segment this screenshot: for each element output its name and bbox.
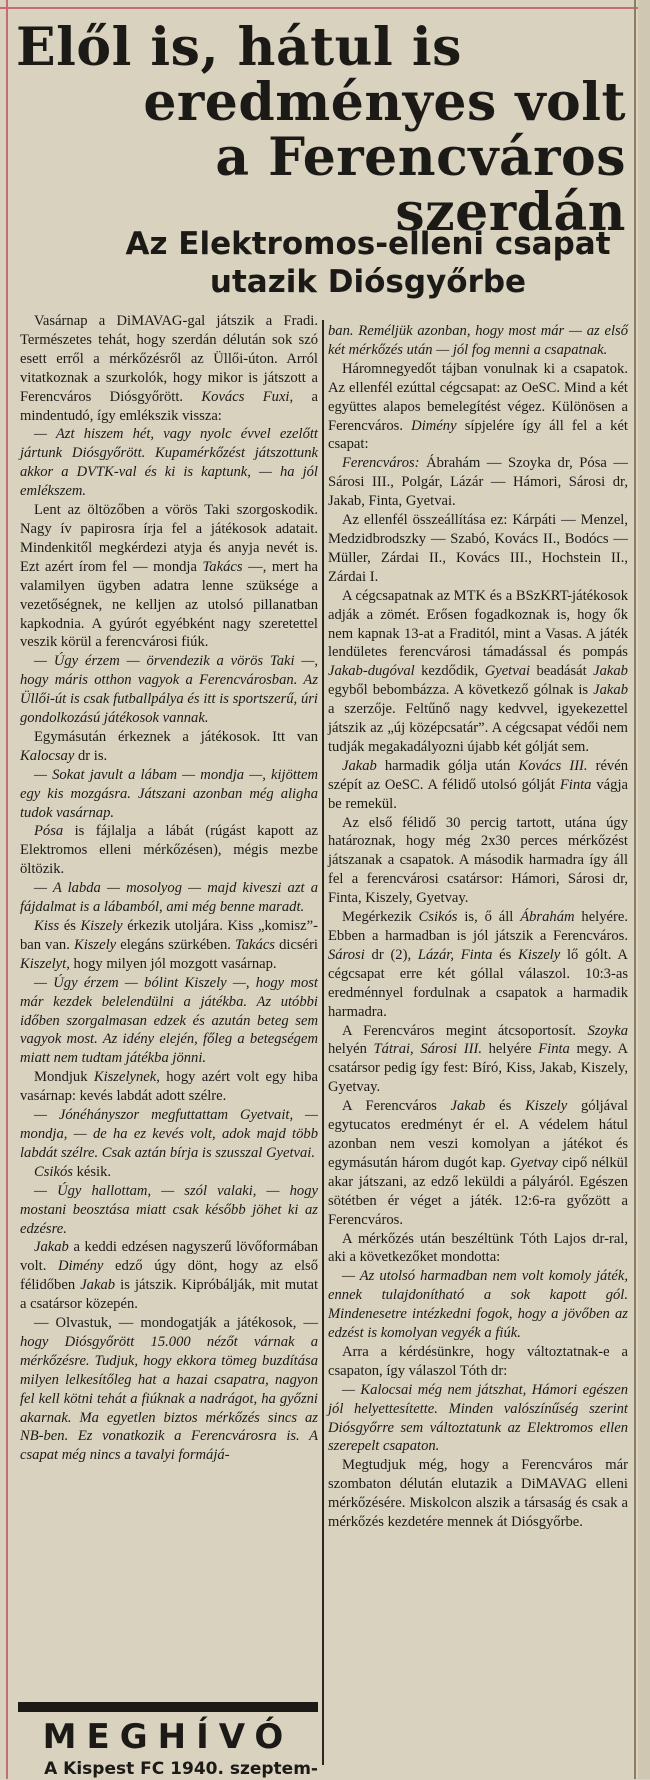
article-paragraph (328, 1267, 628, 1343)
advert-box (18, 1702, 318, 1780)
advert-title: MEGHÍVÓ (42, 1717, 294, 1757)
italic-run: Dimény (411, 417, 457, 434)
italic-run: Szoyka (587, 1022, 628, 1039)
article-paragraph (20, 312, 318, 425)
adjacent-page-edge (638, 0, 650, 1779)
text-run: Vasárnap a DiMAVAG-gal játszik a Fradi. Természetes tehát, hogy szerdán délután sok szó esett erről a mérkőzésről az Üllői-úton. Arról vitatkoznak a szurkolók, hogy mikor is játszott a Ferencváros Diósgyőrött. (20, 313, 318, 405)
italic-run: Gyetvay (510, 1154, 558, 1171)
text-run: megy. A csatársor pedig így fest: Bíró, Kiss, Jakab, Kiszely, Gyetvay. (328, 1041, 628, 1096)
article-paragraph (20, 1163, 318, 1182)
margin-line-horizontal (0, 7, 650, 9)
article-paragraph (20, 501, 318, 652)
italic-run: — Az utolsó harmadban nem volt komoly játék, ennek tulajdonítható a sok kapott gól. Mindenesetre intézkedni fogok, hogy a jövőben az edzést is komolyan vegyék a fiúk. (328, 1268, 628, 1342)
italic-run: Csikós (418, 909, 458, 926)
article-paragraph (20, 879, 318, 917)
text-run: és (492, 946, 519, 963)
article-paragraph (328, 587, 628, 757)
article-paragraph (20, 766, 318, 823)
article-paragraph (328, 454, 628, 511)
text-run: — Olvastuk, — mondogatják a játékosok, — (34, 1315, 318, 1332)
article-paragraph (20, 652, 318, 728)
text-run: harmadik gólja után (376, 757, 519, 774)
subheadline (110, 225, 626, 301)
italic-run: Kiszelynek (93, 1069, 157, 1086)
text-run: Az ellenfél összeállítása ez: Kárpáti — Menzel, Medzidbrodszky — Szabó, Kovács II., Bodócs — Müller, Zárdai II., Kovács III., Hochstein II., Zárdai I. (328, 512, 628, 585)
article-paragraph (328, 511, 628, 587)
article-paragraph (328, 1022, 628, 1098)
text-run: helyére. Ebben a harmadban is jól játszik a Ferencváros. (328, 909, 628, 944)
text-run: A Ferencváros (342, 1098, 451, 1115)
text-run: Ábrahám — Szoyka dr, Pósa — Sárosi III., Polgár, Lázár — Hámori, Sárosi dr, Jakab, Finta, Gyetvai. (328, 455, 628, 510)
italic-run: Finta (559, 776, 592, 793)
subheadline-line: Az Elektromos-elleni csapat (125, 226, 611, 262)
text-run: helyén (328, 1041, 374, 1058)
italic-run: — Úgy hallottam, — szól valaki, — hogy mostani beosztása miatt csak később jöhet ki az edzésre. (20, 1182, 318, 1237)
text-run: , hogy milyen jól mozgott vasárnap. (66, 955, 277, 972)
article-column-right (328, 322, 628, 1532)
text-run: lő gólt. A cégcsapat erre két góllal válaszol. 10:3-as eredménnyel fordulnak a csapatok a harmadik harmadra. (328, 946, 628, 1020)
italic-run: Jakab-dugóval (328, 663, 415, 680)
subheadline-line: utazik Diósgyőrbe (209, 264, 527, 300)
text-run: dr is. (74, 747, 108, 764)
italic-run: — A labda — mosolyog — majd kiveszi azt a fájdalmat is a lábamból, ami még benne maradt. (20, 880, 318, 916)
text-run: Arra a kérdésünkre, hogy változtatnak-e a csapaton, így válaszol Tóth dr: (328, 1343, 628, 1379)
italic-run: Takács (202, 558, 243, 575)
article-column-left (20, 312, 318, 1465)
article-paragraph (328, 814, 628, 909)
italic-run: Kiszely (73, 936, 117, 953)
text-run: A cégcsapatnak az MTK és a BSzKRT-játékosok adják a zömét. Erősen fogadkoznak is, hogy ők nem kapnak 13-at a Fraditól, mint a Vasas. A játék lendületes ferencvárosi támadással és pompás (328, 587, 628, 661)
advert-subtitle: A Kispest FC 1940. szeptem- (44, 1759, 318, 1779)
italic-run: Finta (538, 1041, 570, 1058)
headline-line: Elől is, hátul is (16, 17, 462, 78)
italic-run: Jakab (342, 757, 377, 774)
article-paragraph (20, 974, 318, 1069)
article-paragraph (20, 1238, 318, 1314)
text-run: is fájlalja a lábát (rúgást kapott az Elektromos elleni mérkőzésen), mégis mezbe öltözik. (20, 823, 318, 878)
article-paragraph (20, 728, 318, 766)
text-run: helyére (481, 1041, 539, 1058)
text-run: Háromnegyedőt tájban vonulnak ki a csapatok. Az ellenfél ezúttal cégcsapat: az OeSC. Mind a két együttes alapos bemelegítést végez. Különösen a Ferencváros. (328, 360, 628, 434)
margin-line-vertical (6, 0, 8, 1779)
italic-run: Kiszely (518, 946, 561, 963)
italic-run: Kovács Fuxi (201, 388, 290, 405)
italic-run: Ábrahám (520, 909, 575, 926)
text-run: Mondjuk (34, 1069, 94, 1086)
italic-run: Jakab (593, 663, 628, 680)
italic-run: Pósa (34, 823, 64, 840)
text-run: Megérkezik (342, 909, 419, 926)
text-run: Megtudjuk még, hogy a Ferencváros már szombaton délután elutazik a DiMAVAG elleni mérkőzésére. Miskolcon alszik a társaság és csak a mérkőzés kezdetére mennek át Diósgyőrbe. (328, 1457, 628, 1531)
text-run: egyből bebombázza. A következő gólnak is (328, 682, 594, 699)
italic-run: — Azt hiszem hét, vagy nyolc évvel ezelőtt jártunk Diósgyőrött. Kupamérkőzést játszottunk akkor a DVTK-val és ki is kaptunk, — ha jól emlékszem. (20, 426, 318, 500)
text-run: dicséri (275, 936, 318, 953)
article-paragraph (328, 1097, 628, 1229)
article-paragraph (20, 822, 318, 879)
text-run: A Ferencváros megint átcsoportosít. (342, 1022, 588, 1039)
text-run: A mérkőzés után beszéltünk Tóth Lajos dr-ral, aki a következőket mondotta: (328, 1230, 628, 1266)
italic-run: Kovács III. (518, 757, 588, 774)
article-paragraph (328, 360, 628, 455)
text-run: Az első félidő 30 percig tartott, utána úgy határoznak, hogy még 2x30 perces mérkőzést játszanak a csapatok. A második harmadra így áll fel a ferencvárosi csatársor: Hámori, Sárosi dr, Finta, Kiszely, Gyetvay. (328, 814, 628, 907)
headline-line: a Ferencváros (215, 127, 626, 188)
text-run: góljával egytucatos eredményt ér el. A védelem hátul azonban nem veszi komolyan a játékot és egymásután három dugót kap. (328, 1098, 628, 1171)
advert-rule (18, 1702, 318, 1712)
text-run: is, ő áll (457, 909, 521, 926)
text-run: —, mert ha valamilyen ügyben adatra lenne szüksége a vezetőségnek, ne kelljen az utolsó pillanatban kapkodnia. A gyúrót egyébként nagy szeretettel veszik körül a ferencvárosi fiúk. (20, 558, 318, 651)
article-paragraph (20, 1314, 318, 1465)
text-run: beadását (530, 663, 594, 680)
text-run: elegáns szürkében. (116, 936, 235, 953)
italic-run: Csikós (34, 1163, 73, 1180)
column-divider (322, 320, 324, 1765)
text-run: Lent az öltözőben a vörös Taki szorgoskodik. Nagy ív papirosra írja fel a játékosok adatait. Mindenkitől megkérdezi atyja és anyja nevét is. Ezt azért írom fel — mondja (20, 502, 318, 575)
italic-run: Gyetvai (484, 663, 531, 680)
article-paragraph (20, 425, 318, 501)
article-paragraph (20, 1106, 318, 1163)
italic-run: Jakab (80, 1277, 116, 1294)
text-run: Egymásután érkeznek a játékosok. Itt van (34, 728, 318, 745)
headline (16, 17, 626, 243)
italic-run: Kiszely (80, 918, 123, 934)
italic-run: — Kalocsai még nem játszhat, Hámori egészen jól helyettesítette. Minden valószínűség szerint Diósgyőrre sem változtatunk az Elektromos ellen szerepelt csapaton. (328, 1381, 628, 1455)
article-paragraph (20, 1182, 318, 1239)
text-run: és (485, 1098, 526, 1115)
italic-run: Kiszelyt (20, 955, 67, 972)
italic-run: Tátrai, Sárosi III. (373, 1041, 482, 1058)
italic-run: Jakab (34, 1239, 69, 1256)
text-run: kezdődik, (414, 663, 485, 680)
text-run: és (59, 918, 81, 934)
text-run: , hogy azért volt egy hiba vasárnap: kevés labdát adott szélre. (20, 1069, 318, 1105)
italic-run: Kiss (34, 918, 60, 934)
article-paragraph (328, 1456, 628, 1532)
text-run: késik. (72, 1163, 112, 1180)
article-paragraph (328, 1230, 628, 1268)
text-run: a keddi edzésen nagyszerű lövőformában volt. (20, 1239, 318, 1275)
italic-run: Jakab (593, 682, 628, 699)
article-paragraph (328, 322, 628, 360)
article-paragraph (328, 1343, 628, 1381)
italic-run: Ferencváros: (342, 455, 420, 472)
italic-run: — Sokat javult a lábam — mondja —, kijöttem egy kis mozgásra. Játszani azonban még aligha tudok vasárnap. (20, 766, 318, 821)
text-run: a szerzője. Feltűnő nagy kedvvel, igyekezettel játszik az „új középcsatár”. A cégcsapat védői nem tudják megakadályozni újabb két gólját sem. (328, 701, 628, 755)
headline-line: eredményes volt (143, 72, 626, 133)
text-run: dr (2), (364, 946, 418, 963)
italic-run: Lázár, Finta (417, 946, 493, 963)
text-run: is játszik. Kipróbálják, mit mutat a csatársor közepén. (20, 1277, 318, 1313)
text-run: sípjelére így áll fel a két csapat: (328, 417, 628, 453)
article-paragraph (20, 1068, 318, 1106)
text-run: cipő nélkül akar játszani, az edző leküldi a pályáról. Egészen sötétben ér véget a játék. 12:6-ra győzött a Ferencváros. (328, 1154, 629, 1228)
headline-line: szerdán (395, 182, 626, 243)
italic-run: Kiszely (525, 1098, 568, 1115)
article-paragraph (20, 917, 318, 974)
italic-run: Takács (234, 936, 275, 953)
italic-run: — Úgy érzem — örvendezik a vörös Taki —, hogy máris otthon vagyok a Ferencvárosban. Az Üllői-út is csak futballpálya és itt is sportszerű, úri gondolkozású játékosok vannak. (20, 653, 318, 727)
right-column-rule (634, 0, 636, 1779)
italic-run: — Úgy érzem — bólint Kiszely —, hogy most már kezdek belelendülni a játékba. Az utóbbi időben szorgalmasan edzek és azután beteg sem vagyok most. Az idény elején, főleg a betegségem miatt nem tudtam játékba jönni. (20, 974, 318, 1067)
italic-run: Sárosi (328, 946, 365, 963)
italic-run: — Jónéhányszor megfuttattam Gyetvait, — mondja, — de ha ez kevés volt, adok majd több labdát szélre. Csak aztán bírja is szusszal Gyetvai. (20, 1107, 318, 1161)
italic-run: Dimény (58, 1258, 104, 1275)
text-run: érkezik utoljára. Kiss „komisz”-ban van. (20, 918, 318, 953)
text-run: edző úgy dönt, hogy az első félidőben (20, 1258, 319, 1294)
article-paragraph (328, 1381, 628, 1457)
italic-run: Kalocsay (20, 747, 75, 764)
italic-run: Jakab (450, 1098, 486, 1115)
text-run: , a mindentudó, így emlékszik vissza: (20, 388, 318, 424)
italic-run: ban. Reméljük azonban, hogy most már — az első két mérkőzés után — jól fog menni a csapatnak. (328, 323, 628, 358)
text-run: vágja be remekül. (328, 776, 628, 812)
text-run: révén szépít az OeSC. A félidő utolsó gólját (328, 757, 629, 793)
italic-run: hogy Diósgyőrött 15.000 nézőt várnak a mérkőzésre. Tudjuk, hogy ekkora tömeg buzdítása milyen lelkesítőleg hat a hazai csapatra, nagyon fel kell kötni tehát a fiúknak a nadrágot, ha győzni akarnak. Ma egyetlen biztos mérkőzés sincs az NB-ben. Ez vonatkozik a Ferencvárosra is. A csapat még nincs a tavalyi formájá- (20, 1333, 318, 1464)
article-paragraph (328, 908, 628, 1021)
article-paragraph (328, 757, 628, 814)
